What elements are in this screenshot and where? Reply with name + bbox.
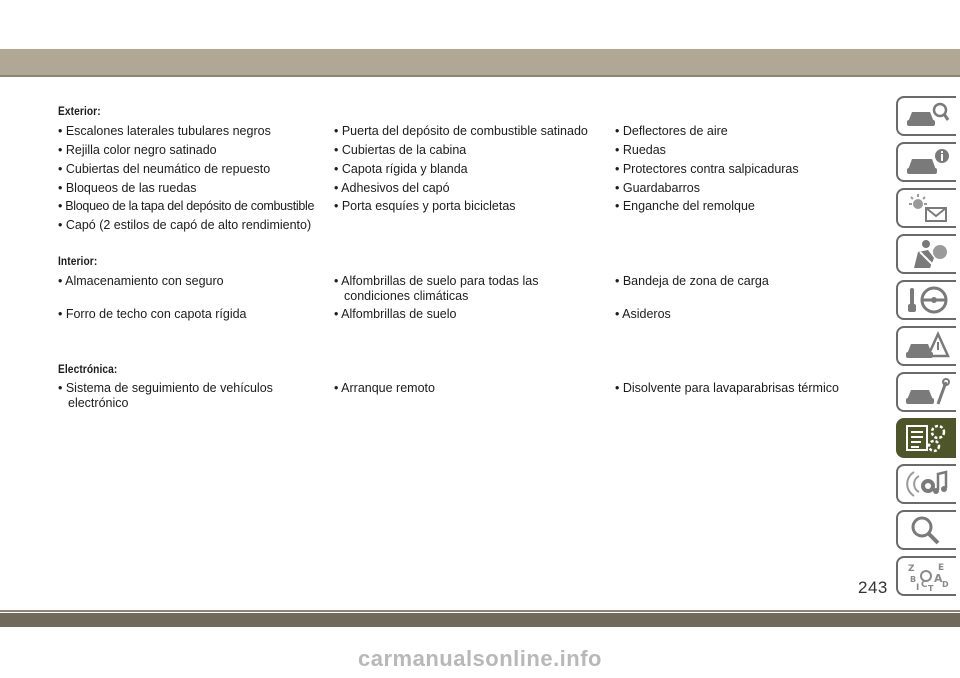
- list-item: • Forro de techo con capota rígida: [58, 307, 247, 321]
- tab-safety[interactable]: [896, 234, 956, 274]
- alphabet-index-icon: [904, 560, 950, 592]
- list-item: • Sistema de seguimiento de vehículos: [58, 381, 273, 395]
- airbag-person-icon: [904, 238, 950, 270]
- section-title-electronica: Electrónica:: [58, 362, 118, 376]
- section-title-interior: Interior:: [58, 254, 98, 268]
- list-item-continuation: electrónico: [68, 396, 129, 410]
- list-item: • Bandeja de zona de carga: [615, 274, 769, 288]
- tab-index-search[interactable]: [896, 510, 956, 550]
- list-item: • Alfombrillas de suelo: [334, 307, 457, 321]
- tab-servicing[interactable]: [896, 372, 956, 412]
- list-item: • Protectores contra salpicaduras: [615, 162, 799, 176]
- footer-band: [0, 613, 960, 627]
- list-item: • Cubiertas de la cabina: [334, 143, 467, 157]
- list-item: • Capó (2 estilos de capó de alto rendimiento): [58, 218, 312, 232]
- car-warning-triangle-icon: [904, 330, 950, 362]
- header-rule: [0, 75, 960, 77]
- car-info-icon: [904, 146, 950, 178]
- specifications-gears-icon: [904, 422, 950, 454]
- tab-alphabetical-index[interactable]: [896, 556, 956, 596]
- list-item: • Escalones laterales tubulares negros: [58, 124, 271, 138]
- page-number: 243: [858, 578, 888, 597]
- index-letter: Z: [908, 564, 915, 574]
- list-item: • Porta esquíes y porta bicicletas: [334, 199, 516, 213]
- car-wrench-icon: [904, 376, 950, 408]
- index-letter: D: [942, 580, 949, 589]
- list-item: • Deflectores de aire: [615, 124, 728, 138]
- multimedia-music-icon: [904, 468, 950, 500]
- index-letter: C: [921, 580, 928, 590]
- footer-rule: [0, 610, 960, 612]
- tab-car-info[interactable]: [896, 142, 956, 182]
- tab-specifications[interactable]: [896, 418, 956, 458]
- steering-wheel-key-icon: [904, 284, 950, 316]
- tab-car-search[interactable]: [896, 96, 956, 136]
- list-item: • Asideros: [615, 307, 671, 321]
- list-item: • Guardabarros: [615, 181, 700, 195]
- list-item: • Arranque remoto: [334, 381, 435, 395]
- list-item: • Bloqueos de las ruedas: [58, 181, 197, 195]
- index-letter: B: [910, 575, 917, 584]
- car-search-icon: [904, 100, 950, 132]
- list-item: • Bloqueo de la tapa del depósito de combustible: [58, 199, 315, 213]
- list-item: • Rejilla color negro satinado: [58, 143, 217, 157]
- tab-warning-lights[interactable]: [896, 188, 956, 228]
- list-item: • Alfombrillas de suelo para todas las: [334, 274, 539, 288]
- list-item: • Enganche del remolque: [615, 199, 755, 213]
- tab-starting-operating[interactable]: [896, 280, 956, 320]
- list-item-continuation: condiciones climáticas: [344, 289, 469, 303]
- index-letter: I: [916, 583, 920, 592]
- index-letter: T: [928, 584, 934, 592]
- index-search-icon: [904, 514, 950, 546]
- list-item: • Cubiertas del neumático de repuesto: [58, 162, 271, 176]
- list-item: • Capota rígida y blanda: [334, 162, 468, 176]
- tab-emergency[interactable]: [896, 326, 956, 366]
- tab-multimedia[interactable]: [896, 464, 956, 504]
- index-letter: E: [938, 563, 945, 573]
- section-title-exterior: Exterior:: [58, 104, 101, 118]
- watermark: carmanualsonline.info: [358, 646, 602, 671]
- list-item: • Disolvente para lavaparabrisas térmico: [615, 381, 839, 395]
- list-item: • Puerta del depósito de combustible satinado: [334, 124, 588, 138]
- index-letter: A: [934, 572, 943, 585]
- header-band: [0, 49, 960, 75]
- list-item: • Almacenamiento con seguro: [58, 274, 224, 288]
- warning-light-mail-icon: [904, 192, 950, 224]
- list-item: • Adhesivos del capó: [334, 181, 450, 195]
- list-item: • Ruedas: [615, 143, 666, 157]
